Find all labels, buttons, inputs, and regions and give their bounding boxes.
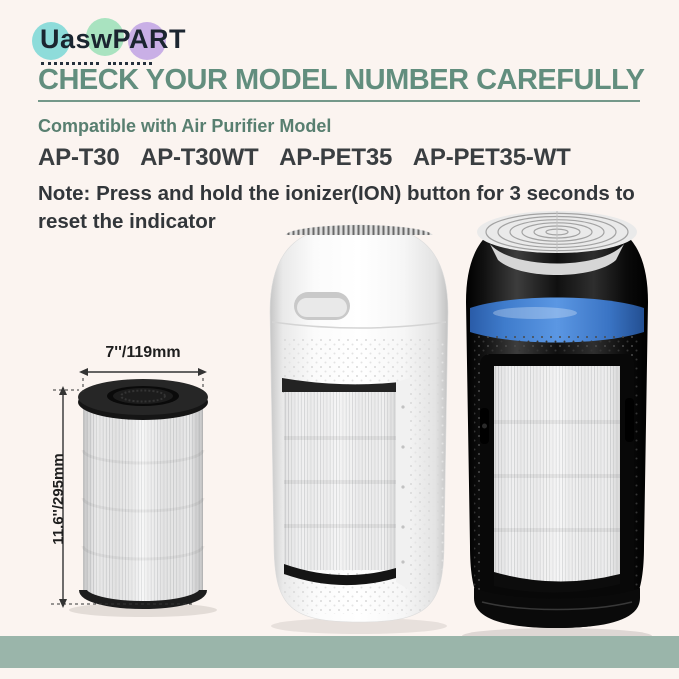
- title-underline: [38, 100, 640, 102]
- compatibility-subtitle: Compatible with Air Purifier Model: [38, 116, 332, 136]
- black-air-purifier-illustration: [450, 200, 664, 646]
- black-air-purifier-photo: [450, 200, 664, 646]
- model-number: AP-PET35: [279, 144, 393, 171]
- brand-name: UaswPART: [40, 24, 187, 54]
- filter-height-label: 11.6''/295mm: [50, 453, 67, 545]
- footer-accent-bar: [0, 636, 679, 668]
- white-air-purifier-illustration: [256, 212, 462, 636]
- model-number: AP-T30: [38, 144, 120, 171]
- reset-note: Note: Press and hold the ionizer(ION) button for 3 seconds to reset the indicator: [38, 182, 635, 233]
- model-number: AP-PET35-WT: [412, 144, 571, 171]
- replacement-filter-photo: [45, 338, 245, 638]
- white-air-purifier-photo: [256, 212, 462, 636]
- model-list: [38, 144, 586, 172]
- replacement-filter-illustration: [45, 338, 245, 638]
- brand-logo: [38, 20, 208, 68]
- page-title: CHECK YOUR MODEL NUMBER CAREFULLY: [38, 64, 645, 96]
- model-number: AP-T30WT: [140, 144, 259, 171]
- filter-width-label: 7''/119mm: [105, 344, 181, 361]
